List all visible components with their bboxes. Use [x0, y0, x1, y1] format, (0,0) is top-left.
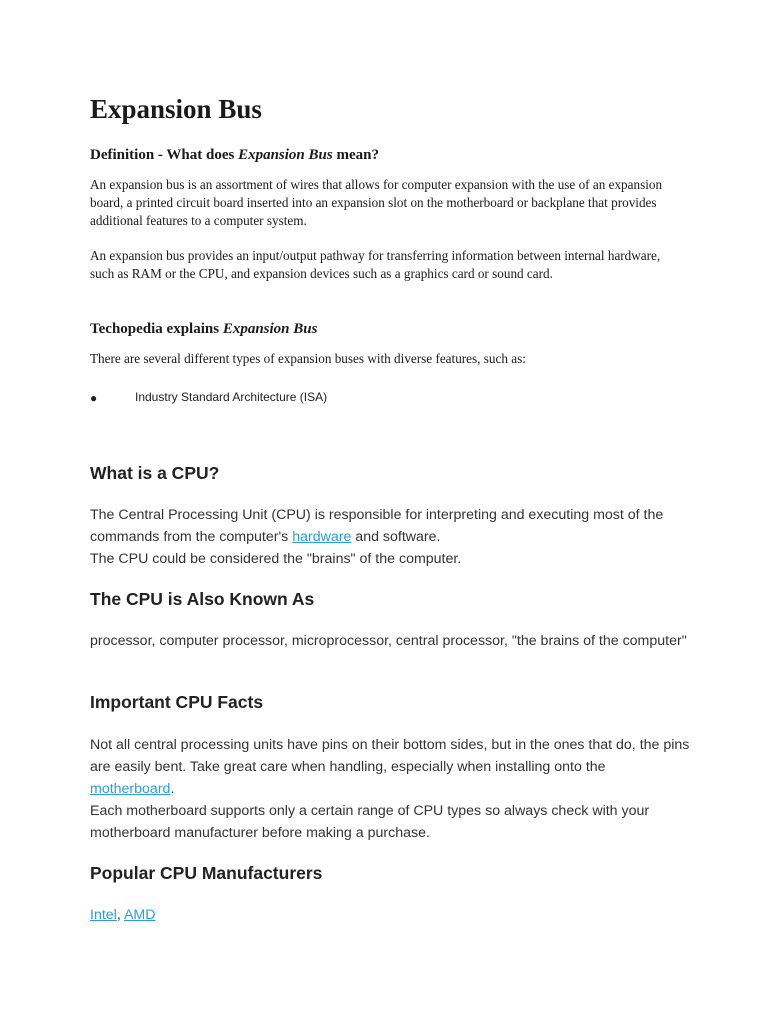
cpu-heading: What is a CPU? — [90, 463, 220, 483]
page-title: Expansion Bus — [90, 94, 262, 124]
definition-heading — [90, 147, 379, 164]
facts-text-line2: Each motherboard supports only a certain range of CPU types so always check with your motherboard manufacturer before making a purchase. — [90, 803, 650, 841]
definition-heading-prefix: Definition - What does — [90, 147, 239, 163]
explains-heading-prefix: Techopedia explains — [90, 321, 223, 337]
manufacturers-separator: , — [116, 907, 124, 923]
facts-paragraph — [90, 734, 690, 844]
cpu-text-before: The Central Processing Unit (CPU) is responsible for interpreting and executing most of the commands from the computer's — [90, 507, 664, 545]
intel-link[interactable]: Intel — [90, 907, 117, 923]
hardware-link[interactable]: hardware — [292, 529, 352, 545]
bus-types-list — [90, 388, 690, 406]
cpu-text-after: and software. — [351, 529, 441, 545]
facts-text-before: Not all central processing units have pins on their bottom sides, but in the ones that do, the pins are easily bent. Take great care when handling, especially when installing onto the — [90, 737, 690, 775]
bullet-icon: ● — [90, 391, 98, 405]
types-intro: There are several different types of expansion buses with diverse features, such as: — [90, 351, 526, 366]
definition-heading-term: Expansion Bus — [238, 147, 333, 163]
aka-paragraph: processor, computer processor, microprocessor, central processor, "the brains of the computer" — [90, 633, 687, 649]
amd-link[interactable]: AMD — [123, 907, 156, 923]
definition-heading-suffix: mean? — [332, 147, 379, 163]
facts-heading: Important CPU Facts — [90, 692, 264, 712]
explains-heading-term: Expansion Bus — [222, 321, 318, 337]
list-item — [90, 388, 690, 406]
explains-heading — [90, 321, 317, 338]
facts-text-after: . — [170, 781, 175, 797]
definition-paragraph-2: An expansion bus provides an input/output pathway for transferring information between internal hardware, such as RAM or the CPU, and expansion devices such as a graphics card or sound card. — [90, 248, 661, 282]
manufacturers-paragraph — [90, 904, 690, 926]
cpu-text-line2: The CPU could be considered the "brains" of the computer. — [90, 551, 462, 567]
definition-paragraph-1: An expansion bus is an assortment of wires that allows for computer expansion with the use of an expansion board, a printed circuit board inserted into an expansion slot on the motherboard or backplane that provides additional features to a computer system. — [90, 177, 663, 229]
aka-heading: The CPU is Also Known As — [90, 589, 315, 609]
list-item-text: Industry Standard Architecture (ISA) — [135, 390, 328, 404]
cpu-paragraph — [90, 504, 690, 570]
motherboard-link[interactable]: motherboard — [90, 781, 171, 797]
manufacturers-heading: Popular CPU Manufacturers — [90, 863, 323, 883]
